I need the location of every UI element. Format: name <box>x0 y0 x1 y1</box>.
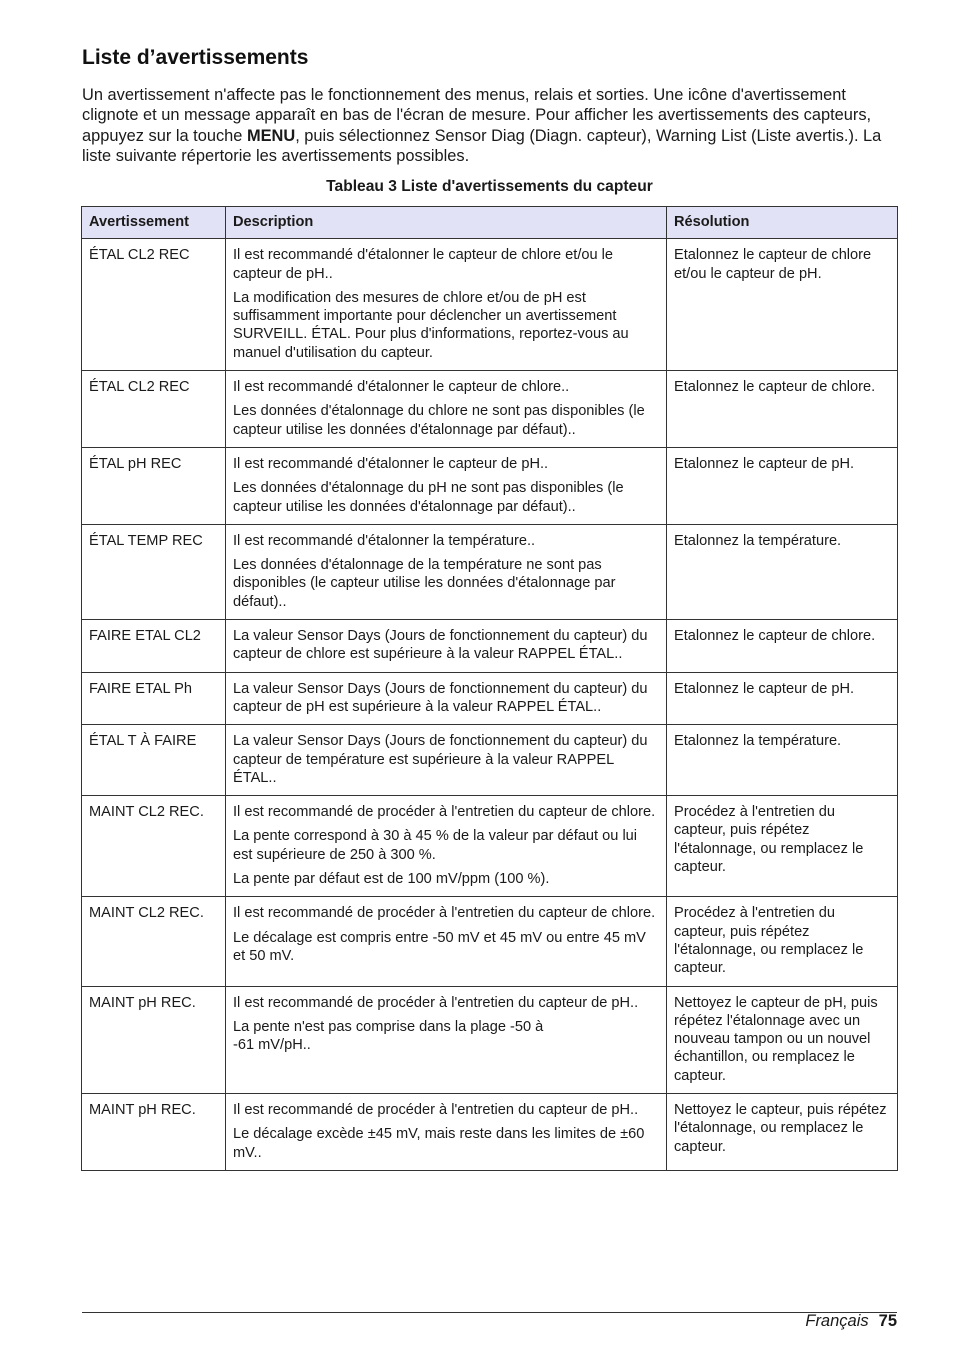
resolution-cell: Procédez à l'entretien du capteur, puis répétez l'étalonnage, ou remplacez le capteur. <box>667 897 898 986</box>
intro-paragraph <box>82 85 897 166</box>
description-cell <box>226 897 667 986</box>
description-paragraph: La valeur Sensor Days (Jours de fonctionnement du capteur) du capteur de pH est supérieure à la valeur RAPPEL ÉTAL.. <box>233 680 648 715</box>
page-number: 75 <box>878 1312 897 1330</box>
description-paragraph: La pente par défaut est de 100 mV/ppm (100 %). <box>233 871 550 888</box>
warning-cell: MAINT pH REC. <box>82 1093 226 1170</box>
description-paragraph: Il est recommandé de procéder à l'entretien du capteur de pH.. <box>233 994 639 1011</box>
table-row <box>82 239 898 371</box>
description-paragraph: Il est recommandé d'étalonner le capteur de chlore et/ou le capteur de pH.. <box>233 247 614 282</box>
description-cell <box>226 725 667 796</box>
description-paragraph: Il est recommandé d'étalonner le capteur de pH.. <box>233 455 549 472</box>
warning-cell: ÉTAL TEMP REC <box>82 524 226 619</box>
warning-cell: FAIRE ETAL Ph <box>82 672 226 725</box>
description-paragraph: La pente correspond à 30 à 45 % de la valeur par défaut ou lui est supérieure de 250 à 300 %. <box>233 828 638 863</box>
table-row <box>82 524 898 619</box>
description-paragraph: Il est recommandé d'étalonner le capteur de chlore.. <box>233 379 570 396</box>
description-cell <box>226 986 667 1093</box>
table-row <box>82 447 898 524</box>
table-row <box>82 672 898 725</box>
intro-text-start: Un avertissement n'affecte pas le fonctionnement des menus, relais et sorties. Une icône d'avertissement clignote et un message apparaît en bas de l'écran de mesure. Pour afficher les avertissements des capteurs, appuyez sur la touche <box>82 86 872 145</box>
table-header-row <box>82 207 898 239</box>
description-cell <box>226 524 667 619</box>
description-paragraph: La valeur Sensor Days (Jours de fonctionnement du capteur) du capteur de température est supérieure à la valeur RAPPEL ÉTAL.. <box>233 733 648 786</box>
description-paragraph: Le décalage excède ±45 mV, mais reste dans les limites de ±60 mV.. <box>233 1126 645 1161</box>
warning-cell: MAINT pH REC. <box>82 986 226 1093</box>
resolution-cell: Etalonnez le capteur de chlore. <box>667 620 898 673</box>
intro-text-end: , puis sélectionnez Sensor Diag (Diagn. capteur), Warning List (Liste avertis.). La liste suivante répertorie les avertissements possibles. <box>82 126 882 165</box>
resolution-cell: Etalonnez la température. <box>667 524 898 619</box>
warning-cell: MAINT CL2 REC. <box>82 897 226 986</box>
table-caption: Tableau 3 Liste d'avertissements du capteur <box>326 178 653 195</box>
description-paragraph: Il est recommandé de procéder à l'entretien du capteur de chlore. <box>233 804 656 821</box>
warning-cell: ÉTAL CL2 REC <box>82 239 226 371</box>
description-cell <box>226 1093 667 1170</box>
footer-divider <box>82 1312 897 1313</box>
description-cell <box>226 371 667 448</box>
warning-cell: ÉTAL pH REC <box>82 447 226 524</box>
table-row <box>82 725 898 796</box>
table-row <box>82 796 898 897</box>
description-paragraph: Il est recommandé de procéder à l'entretien du capteur de chlore. <box>233 905 656 922</box>
description-paragraph: Il est recommandé d'étalonner la température.. <box>233 532 536 549</box>
description-paragraph: Les données d'étalonnage de la température ne sont pas disponibles (le capteur utilise les données d'étalonnage par défaut).. <box>233 557 616 610</box>
header-description: Description <box>226 207 667 239</box>
table-row <box>82 897 898 986</box>
warnings-table <box>81 206 898 1171</box>
table-row <box>82 1093 898 1170</box>
resolution-cell: Etalonnez le capteur de pH. <box>667 672 898 725</box>
header-warning: Avertissement <box>82 207 226 239</box>
footer-language: Français <box>805 1312 869 1330</box>
page-footer <box>805 1312 897 1331</box>
description-paragraph: Les données d'étalonnage du pH ne sont pas disponibles (le capteur utilise les données d'étalonnage par défaut).. <box>233 480 624 515</box>
description-cell <box>226 672 667 725</box>
table-row <box>82 986 898 1093</box>
description-paragraph: La modification des mesures de chlore et/ou de pH est suffisamment importante pour déclencher un avertissement SURVEILL. ÉTAL. Pour plus d'informations, reportez-vous au manuel d'utilisation du capteur. <box>233 289 629 361</box>
table-row <box>82 620 898 673</box>
description-cell <box>226 239 667 371</box>
warning-cell: ÉTAL T À FAIRE <box>82 725 226 796</box>
page-title: Liste d’avertissements <box>82 46 309 69</box>
description-cell <box>226 620 667 673</box>
resolution-cell: Nettoyez le capteur de pH, puis répétez l'étalonnage avec un nouveau tampon ou un nouvel échantillon, ou remplacez le capteur. <box>667 986 898 1093</box>
resolution-cell: Nettoyez le capteur, puis répétez l'étalonnage, ou remplacez le capteur. <box>667 1093 898 1170</box>
description-paragraph: Le décalage est compris entre -50 mV et 45 mV ou entre 45 mV et 50 mV. <box>233 929 646 964</box>
resolution-cell: Procédez à l'entretien du capteur, puis répétez l'étalonnage, ou remplacez le capteur. <box>667 796 898 897</box>
menu-key-label: MENU <box>246 126 296 145</box>
description-paragraph: La valeur Sensor Days (Jours de fonctionnement du capteur) du capteur de chlore est supérieure à la valeur RAPPEL ÉTAL.. <box>233 628 648 663</box>
header-resolution: Résolution <box>667 207 898 239</box>
resolution-cell: Etalonnez la température. <box>667 725 898 796</box>
warning-cell: FAIRE ETAL CL2 <box>82 620 226 673</box>
resolution-cell: Etalonnez le capteur de chlore et/ou le capteur de pH. <box>667 239 898 371</box>
warning-cell: ÉTAL CL2 REC <box>82 371 226 448</box>
table-row <box>82 371 898 448</box>
description-paragraph: Il est recommandé de procéder à l'entretien du capteur de pH.. <box>233 1101 639 1118</box>
description-paragraph: Les données d'étalonnage du chlore ne sont pas disponibles (le capteur utilise les données d'étalonnage par défaut).. <box>233 403 645 438</box>
warning-cell: MAINT CL2 REC. <box>82 796 226 897</box>
description-paragraph: La pente n'est pas comprise dans la plage -50 à -61 mV/pH.. <box>233 1018 544 1054</box>
table-body <box>82 239 898 1171</box>
description-cell <box>226 447 667 524</box>
resolution-cell: Etalonnez le capteur de chlore. <box>667 371 898 448</box>
description-cell <box>226 796 667 897</box>
resolution-cell: Etalonnez le capteur de pH. <box>667 447 898 524</box>
